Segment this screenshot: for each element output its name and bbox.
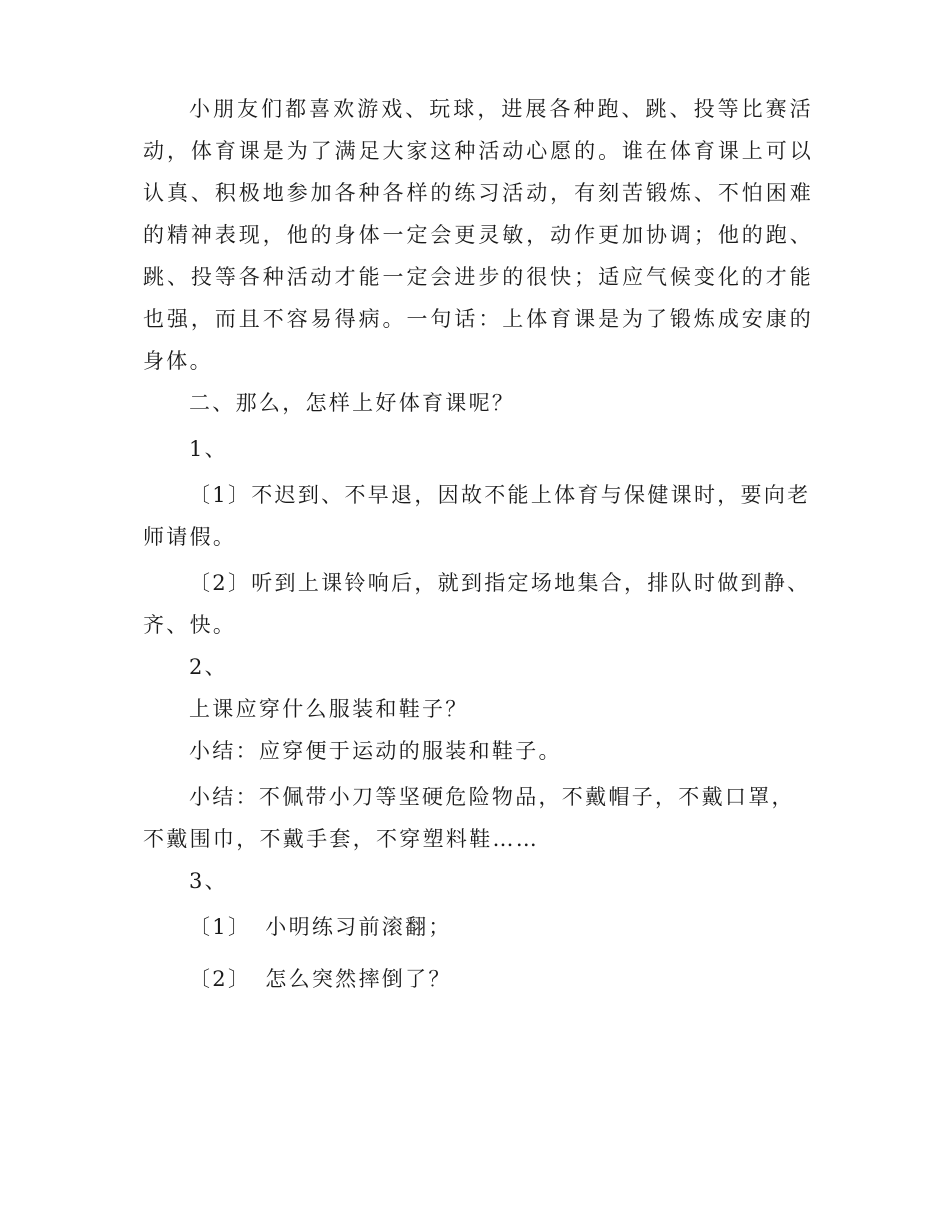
item-3-2-text: 怎么突然摔倒了？ — [265, 967, 452, 991]
item-number-3: 3、 — [189, 869, 228, 893]
summary-2: 小结：不佩带小刀等坚硬危险物品，不戴帽子，不戴口罩，不戴围巾，不戴手套，不穿塑料鞋…… — [143, 785, 795, 851]
item-number-2: 2、 — [189, 655, 228, 679]
item-3-1-number: 〔1〕 — [189, 915, 252, 939]
summary-1: 小结：应穿便于运动的服装和鞋子。 — [189, 739, 562, 763]
section-two-heading: 二、那么，怎样上好体育课呢？ — [189, 391, 516, 415]
item-3-1 — [143, 906, 813, 948]
document-body — [143, 88, 813, 1000]
item-3-2-number: 〔2〕 — [189, 967, 252, 991]
question-2: 上课应穿什么服装和鞋子？ — [189, 697, 469, 721]
item-1-1: 〔1〕不迟到、不早退，因故不能上体育与保健课时，要向老师请假。 — [143, 483, 811, 549]
intro-paragraph: 小朋友们都喜欢游戏、玩球，进展各种跑、跳、投等比赛活动，体育课是为了满足大家这种活动心愿的。谁在体育课上可以认真、积极地参加各种各样的练习活动，有刻苦锻炼、不怕困难的精神表现，他的身体一定会更灵敏，动作更加协调；他的跑、跳、投等各种活动才能一定会进步的很快；适应气候变化的才能也强，而且不容易得病。一句话：上体育课是为了锻炼成安康的身体。 — [143, 97, 813, 373]
item-3-1-text: 小明练习前滚翻； — [265, 915, 452, 939]
item-3-2 — [143, 958, 813, 1000]
item-1-2: 〔2〕听到上课铃响后，就到指定场地集合，排队时做到静、齐、快。 — [143, 571, 811, 637]
item-number-1: 1、 — [189, 437, 228, 461]
